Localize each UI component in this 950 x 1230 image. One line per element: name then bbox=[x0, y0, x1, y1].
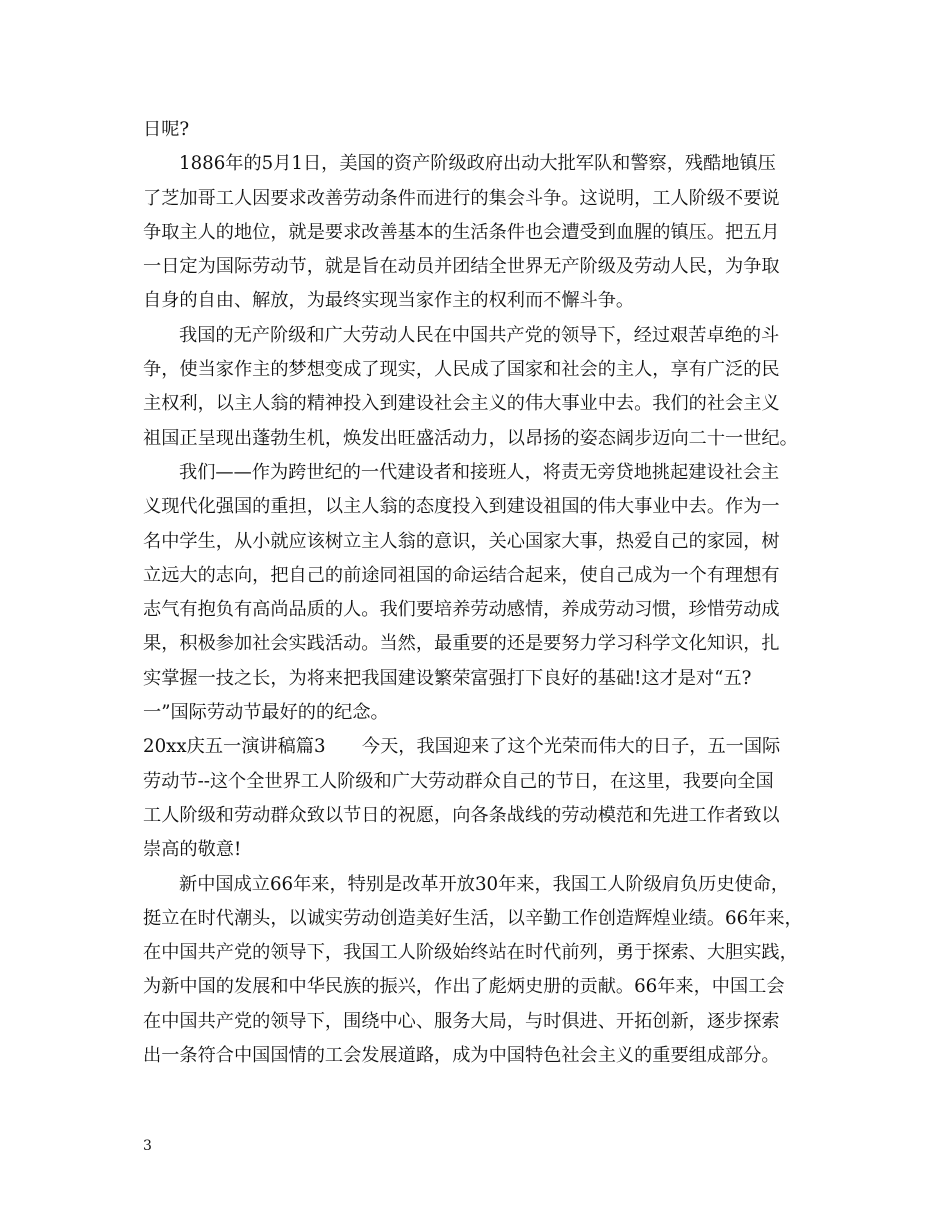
text-line: 义现代化强国的重担，以主人翁的态度投入到建设祖国的伟大事业中去。作为一 bbox=[143, 496, 780, 518]
text-line: 自身的自由、解放，为最终实现当家作主的权利而不懈斗争。 bbox=[143, 290, 635, 312]
text-line: 出一条符合中国国情的工会发展道路，成为中国特色社会主义的重要组成部分。 bbox=[143, 1045, 780, 1067]
text-line: 主权利，以主人翁的精神投入到建设社会主义的伟大事业中去。我们的社会主义 bbox=[143, 393, 780, 415]
paragraph-start-line: 新中国成立66年来，特别是改革开放30年来，我国工人阶级肩负历史使命， bbox=[179, 873, 790, 895]
text-line: 志气有抱负有高尚品质的人。我们要培养劳动感情，养成劳动习惯，珍惜劳动成 bbox=[143, 599, 780, 621]
text-line: 日呢? bbox=[143, 119, 190, 140]
paragraph-start-line: 1886年的5月1日，美国的资产阶级政府出动大批军队和警察，残酷地镇压 bbox=[179, 153, 776, 175]
text-line: 崇高的敬意! bbox=[143, 839, 242, 861]
text-line: 在中国共产党的领导下，围绕中心、服务大局，与时俱进、开拓创新，逐步探索 bbox=[143, 1010, 780, 1032]
text-line: 了芝加哥工人因要求改善劳动条件而进行的集会斗争。这说明，工人阶级不要说 bbox=[143, 187, 780, 209]
text-line: 一日定为国际劳动节，就是旨在动员并团结全世界无产阶级及劳动人民，为争取 bbox=[143, 256, 780, 278]
paragraph-start-line: 我国的无产阶级和广大劳动人民在中国共产党的领导下，经过艰苦卓绝的斗 bbox=[179, 324, 780, 346]
paragraph-start-line: 我们——作为跨世纪的一代建设者和接班人，将责无旁贷地挑起建设社会主 bbox=[179, 461, 780, 483]
text-line: 挺立在时代潮头，以诚实劳动创造美好生活，以辛勤工作创造辉煌业绩。66年来， bbox=[143, 907, 803, 929]
text-line: 争取主人的地位，就是要求改善基本的生活条件也会遭受到血腥的镇压。把五月 bbox=[143, 221, 780, 243]
text-line: 在中国共产党的领导下，我国工人阶级始终站在时代前列，勇于探索、大胆实践， bbox=[143, 942, 798, 964]
text-line: 劳动节--这个全世界工人阶级和广大劳动群众自己的节日，在这里，我要向全国 bbox=[143, 770, 774, 792]
text-line: 祖国正呈现出蓬勃生机，焕发出旺盛活动力，以昂扬的姿态阔步迈向二十一世纪。 bbox=[143, 427, 798, 449]
text-line: 一”国际劳动节最好的的纪念。 bbox=[143, 702, 389, 724]
body-text bbox=[143, 113, 813, 1073]
text-line: 工人阶级和劳动群众致以节日的祝愿，向各条战线的劳动模范和先进工作者致以 bbox=[143, 804, 780, 826]
section-heading-line: 20xx庆五一演讲稿篇3 今天，我国迎来了这个光荣而伟大的日子，五一国际 bbox=[143, 736, 781, 758]
text-line: 争，使当家作主的梦想变成了现实，人民成了国家和社会的主人，享有广泛的民 bbox=[143, 359, 780, 381]
page-number: 3 bbox=[143, 1138, 152, 1154]
text-line: 为新中国的发展和中华民族的振兴，作出了彪炳史册的贡献。66年来，中国工会 bbox=[143, 976, 785, 998]
text-line: 果，积极参加社会实践活动。当然，最重要的还是要努力学习科学文化知识，扎 bbox=[143, 633, 780, 655]
text-line: 立远大的志向，把自己的前途同祖国的命运结合起来，使自己成为一个有理想有 bbox=[143, 564, 780, 586]
text-line: 名中学生，从小就应该树立主人翁的意识，关心国家大事，热爱自己的家园，树 bbox=[143, 530, 780, 552]
text-line: 实掌握一技之长，为将来把我国建设繁荣富强打下良好的基础!这才是对“五? bbox=[143, 667, 752, 689]
